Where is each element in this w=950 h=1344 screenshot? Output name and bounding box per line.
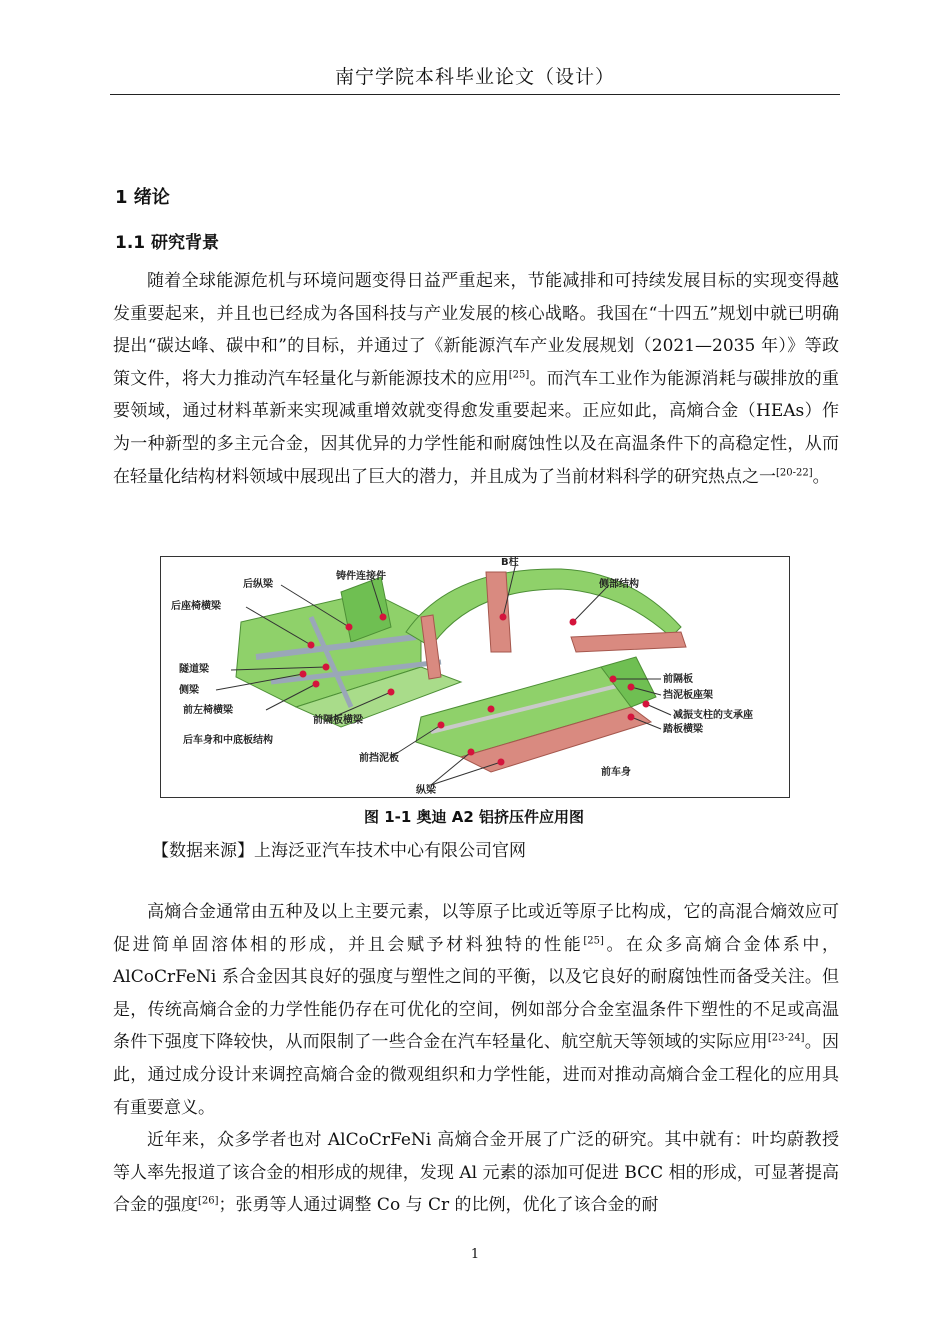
label-side-structure: 侧部结构 (599, 579, 639, 590)
paragraph-hea-overview (113, 896, 839, 1124)
running-header: 南宁学院本科毕业论文（设计） (334, 66, 615, 88)
label-dash-panel: 前隔板 (663, 674, 693, 685)
label-front-fender: 前挡泥板 (359, 753, 399, 764)
citation: [25] (583, 934, 604, 946)
label-casting-connector: 铸件连接件 (336, 571, 386, 582)
label-strut-support: 减振支柱的支承座 (673, 710, 753, 721)
citation: [23-24] (767, 1032, 805, 1044)
paragraph-literature-review (113, 1124, 839, 1222)
label-front-body: 前车身 (601, 767, 631, 778)
label-rear-seat-crossmember: 后座椅横梁 (171, 601, 221, 612)
label-longitudinal: 纵梁 (416, 785, 436, 796)
header-rule (110, 94, 840, 95)
label-rear-body-floor: 后车身和中底板结构 (183, 735, 273, 746)
section-heading: 1 绪论 (115, 187, 170, 208)
label-dash-crossmember: 前隔板横梁 (313, 715, 363, 726)
citation: [20-22] (776, 466, 813, 478)
figure-audi-a2-extrusions (160, 556, 790, 798)
citation: [25] (508, 369, 530, 381)
front-body-drawing (416, 657, 656, 772)
label-front-left-seat-crossmember: 前左椅横梁 (183, 705, 233, 716)
paragraph-text: ；张勇等人通过调整 Co 与 Cr 的比例，优化了该合金的耐 (218, 1195, 659, 1216)
page-number: 1 (470, 1247, 480, 1262)
side-structure-drawing (406, 569, 686, 679)
label-tunnel-beam: 隧道梁 (179, 664, 209, 675)
label-fender-bracket: 挡泥板座架 (663, 690, 713, 701)
citation: [26] (198, 1195, 219, 1207)
figure-caption: 图 1-1 奥迪 A2 铝挤压件应用图 (363, 808, 585, 826)
paragraph-text: 随着全球能源危机与环境问题变得日益严重起来，节能减排和可持续发展目标的实现变得越发重要起来，并且也已经成为各国科技与产业发展的核心战略。我国在“十四五”规划中就已明确提出“碳达峰、碳中和”的目标，并通过了《新能源汽车产业发展规划（2021—2035 年）》等政策文件，将大力推动汽车轻量化与新能源技术的应用 (113, 271, 839, 389)
paragraph-text: 。而汽车工业作为能源消耗与碳排放的重要领域，通过材料革新来实现减重增效就变得愈发重要起来。正应如此，高熵合金（HEAs）作为一种新型的多主元合金，因其优异的力学性能和耐腐蚀性以及在高温条件下的高稳定性，从而在轻量化结构材料领域中展现出了巨大的潜力，并且成为了当前材料科学的研究热点之一 (113, 368, 839, 487)
paragraph-text: 近年来，众多学者也对 AlCoCrFeNi 高熵合金开展了广泛的研究。其中就有：叶均蔚教授等人率先报道了该合金的相形成的规律，发现 Al 元素的添加可促进 BCC 相的形成，可显著提高合金的强度 (113, 1130, 839, 1216)
figure-illustration (161, 557, 789, 797)
figure-source: 【数据来源】上海泛亚汽车技术中心有限公司官网 (152, 841, 526, 861)
subsection-heading: 1.1 研究背景 (115, 233, 220, 253)
paragraph-text: 。在众多高熵合金体系中，AlCoCrFeNi 系合金因其良好的强度与塑性之间的平衡，以及它良好的耐腐蚀性而备受关注。但是，传统高熵合金的力学性能仍存在可优化的空间，例如部分合金室温条件下塑性的不足或高温条件下强度下降较快，从而限制了一些合金在汽车轻量化、航空航天等领域的实际应用 (113, 934, 839, 1053)
paragraph-research-background (113, 265, 839, 493)
label-b-pillar: B柱 (501, 557, 519, 568)
paragraph-text: 。 (812, 466, 830, 487)
paragraph-text: 高熵合金通常由五种及以上主要元素，以等原子比或近等原子比构成，它的高混合熵效应可促进简单固溶体相的形成，并且会赋予材料独特的性能 (113, 902, 839, 955)
label-rear-longitudinal: 后纵梁 (243, 579, 273, 590)
paragraph-text: 。因此，通过成分设计来调控高熵合金的微观组织和力学性能，进而对推动高熵合金工程化的应用具有重要意义。 (113, 1032, 839, 1118)
label-pedal-crossmember: 踏板横梁 (663, 724, 703, 735)
label-side-beam: 侧梁 (179, 685, 199, 696)
